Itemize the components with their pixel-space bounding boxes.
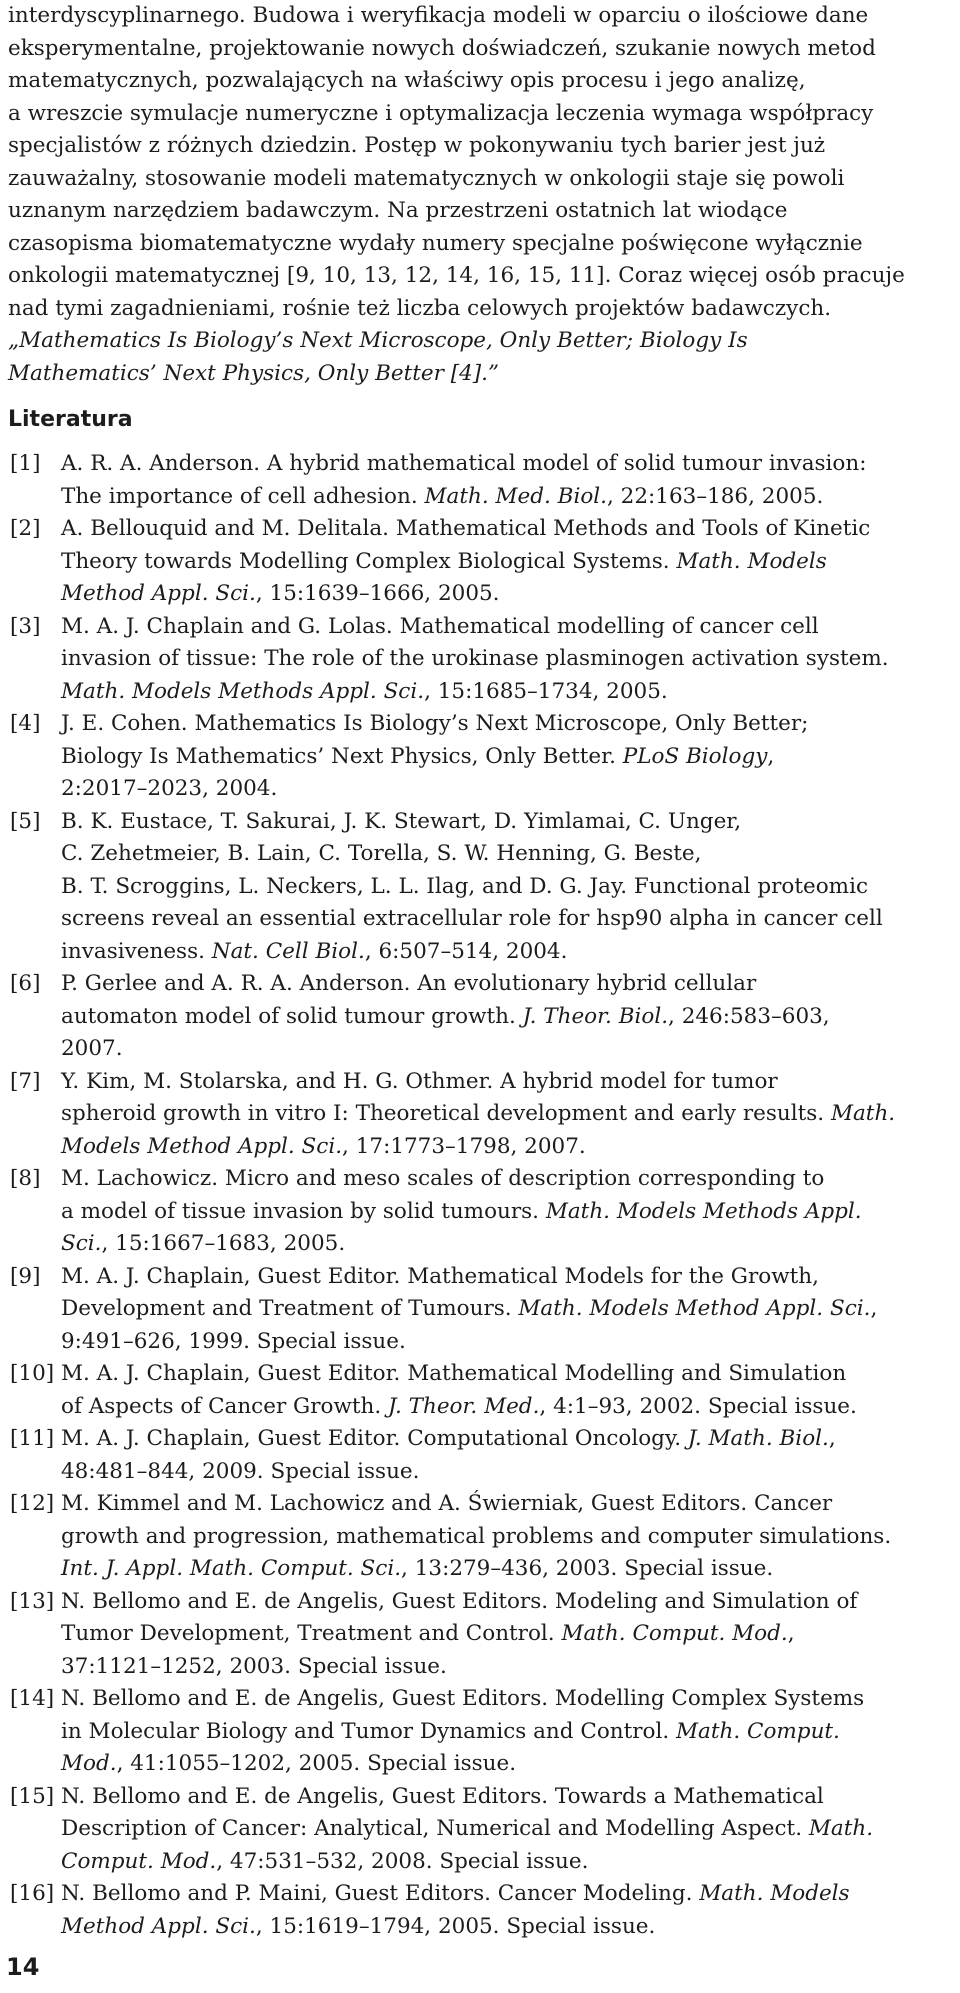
reference-text: , 47:531–532, 2008. Special issue. <box>216 1848 589 1874</box>
reference-text: Development and Treatment of Tumours. <box>61 1296 519 1321</box>
reference-line <box>61 1001 960 1034</box>
reference-journal: Math. Models <box>676 548 827 574</box>
reference-text: N. Bellomo and E. de Angelis, Guest Editors. Modelling Complex Systems <box>61 1686 865 1711</box>
reference-text: M. A. J. Chaplain and G. Lolas. Mathematical modelling of cancer cell <box>61 613 819 639</box>
reference-line <box>61 1098 960 1131</box>
reference-item <box>8 1488 960 1586</box>
reference-line <box>61 448 960 481</box>
reference-item <box>8 1878 960 1943</box>
paragraph-line: czasopisma biomatematyczne wydały numery specjalne poświęcone wyłącznie <box>8 230 863 256</box>
reference-line <box>61 903 960 936</box>
reference-line <box>61 1163 960 1196</box>
quote-line: „Mathematics Is Biology’s Next Microscope, Only Better; Biology Is <box>8 328 748 353</box>
reference-line <box>61 643 960 676</box>
reference-number: [9] <box>10 1263 41 1289</box>
reference-line <box>61 1488 960 1521</box>
reference-journal: Math. Models Method Appl. Sci. <box>518 1296 871 1321</box>
reference-item <box>8 448 960 513</box>
reference-line <box>61 1911 960 1944</box>
reference-number: [3] <box>10 613 41 639</box>
reference-line <box>61 1423 960 1456</box>
reference-line <box>61 1033 960 1066</box>
reference-line <box>61 1748 960 1781</box>
reference-line <box>61 546 960 579</box>
reference-text: The importance of cell adhesion. <box>61 483 425 509</box>
reference-number: [6] <box>10 971 41 996</box>
reference-journal: Math. Models Methods Appl. Sci. <box>61 678 425 704</box>
reference-journal: Math. <box>808 1816 874 1841</box>
reference-number: [14] <box>10 1686 55 1711</box>
reference-journal: J. Theor. Med. <box>388 1393 540 1419</box>
quote <box>8 325 960 390</box>
reference-text: 2007. <box>61 1036 123 1061</box>
reference-text: invasiveness. <box>61 938 212 964</box>
reference-text: A. Bellouquid and M. Delitala. Mathematical Methods and Tools of Kinetic <box>61 516 871 541</box>
paragraph-line: uznanym narzędziem badawczym. Na przestrzeni ostatnich lat wiodące <box>8 198 788 223</box>
reference-text: , 22:163–186, 2005. <box>607 483 824 509</box>
reference-line <box>61 1813 960 1846</box>
reference-item <box>8 1163 960 1261</box>
reference-line <box>61 1618 960 1651</box>
paragraph-line: matematycznych, pozwalających na właściwy opis procesu i jego analizę, <box>8 68 806 93</box>
reference-journal: J. Theor. Biol. <box>522 1003 669 1029</box>
reference-item <box>8 513 960 611</box>
reference-text: B. T. Scroggins, L. Neckers, L. L. Ilag, and D. G. Jay. Functional proteomic <box>61 873 868 899</box>
reference-line <box>61 1228 960 1261</box>
reference-journal: Math. <box>830 1101 896 1126</box>
reference-line <box>61 578 960 611</box>
reference-text: M. A. J. Chaplain, Guest Editor. Mathematical Modelling and Simulation <box>61 1361 847 1386</box>
reference-line <box>61 1391 960 1424</box>
reference-text: M. Lachowicz. Micro and meso scales of description corresponding to <box>61 1166 825 1191</box>
reference-journal: Models Method Appl. Sci. <box>61 1133 343 1159</box>
reference-journal: Comput. Mod. <box>61 1848 217 1874</box>
reference-line <box>61 676 960 709</box>
reference-text: , 246:583–603, <box>668 1003 830 1029</box>
paragraph-line: nad tymi zagadnieniami, rośnie też liczba celowych projektów badawczych. <box>8 295 832 321</box>
reference-text: Tumor Development, Treatment and Control. <box>61 1621 562 1646</box>
reference-text: A. R. A. Anderson. A hybrid mathematical model of solid tumour invasion: <box>61 451 867 476</box>
paragraph-line: specjalistów z różnych dziedzin. Postęp w pokonywaniu tych barier jest już <box>8 133 826 158</box>
reference-text: spheroid growth in vitro I: Theoretical development and early results. <box>61 1101 831 1126</box>
reference-journal: Math. Models <box>699 1881 850 1906</box>
page-number: 14 <box>6 1953 40 1981</box>
reference-item <box>8 1066 960 1164</box>
reference-text: N. Bellomo and E. de Angelis, Guest Editors. Towards a Mathematical <box>61 1783 824 1809</box>
reference-text: , 13:279–436, 2003. Special issue. <box>401 1556 774 1581</box>
reference-item <box>8 1781 960 1879</box>
reference-journal: Sci. <box>61 1231 102 1256</box>
reference-text: C. Zehetmeier, B. Lain, C. Torella, S. W. Henning, G. Beste, <box>61 841 702 866</box>
reference-text: , 15:1667–1683, 2005. <box>101 1231 346 1256</box>
reference-line <box>61 1293 960 1326</box>
reference-item <box>8 806 960 969</box>
reference-text: M. A. J. Chaplain, Guest Editor. Mathematical Models for the Growth, <box>61 1263 819 1289</box>
reference-number: [11] <box>10 1426 55 1451</box>
reference-line <box>61 481 960 514</box>
reference-text: Y. Kim, M. Stolarska, and H. G. Othmer. A hybrid model for tumor <box>61 1068 778 1094</box>
reference-text: of Aspects of Cancer Growth. <box>61 1393 389 1419</box>
reference-line <box>61 1326 960 1359</box>
reference-line <box>61 1683 960 1716</box>
reference-line <box>61 871 960 904</box>
reference-text: N. Bellomo and P. Maini, Guest Editors. Cancer Modeling. <box>61 1881 700 1906</box>
reference-text: M. A. J. Chaplain, Guest Editor. Computational Oncology. <box>61 1426 688 1451</box>
reference-text: 2:2017–2023, 2004. <box>61 776 278 801</box>
reference-text: , <box>828 1426 836 1451</box>
reference-journal: Method Appl. Sci. <box>61 581 256 606</box>
reference-number: [10] <box>10 1361 55 1386</box>
reference-line <box>61 1261 960 1294</box>
reference-text: , 15:1685–1734, 2005. <box>424 678 668 704</box>
reference-journal: Nat. Cell Biol. <box>211 938 365 964</box>
reference-journal: Math. Med. Biol. <box>424 483 608 509</box>
reference-line <box>61 1586 960 1619</box>
reference-journal: Math. Comput. <box>676 1718 840 1744</box>
reference-line <box>61 1521 960 1554</box>
reference-number: [7] <box>10 1068 41 1094</box>
reference-line <box>61 936 960 969</box>
reference-line <box>61 1456 960 1489</box>
reference-number: [16] <box>10 1881 55 1906</box>
reference-item <box>8 1358 960 1423</box>
reference-line <box>61 1878 960 1911</box>
reference-line <box>61 968 960 1001</box>
reference-text: Theory towards Modelling Complex Biological Systems. <box>61 548 677 574</box>
reference-line <box>61 1781 960 1814</box>
reference-line <box>61 1131 960 1164</box>
reference-journal: Mod. <box>61 1751 117 1776</box>
reference-text: , 6:507–514, 2004. <box>364 938 568 964</box>
reference-text: , <box>787 1621 795 1646</box>
reference-line <box>61 838 960 871</box>
paragraph-line: a wreszcie symulacje numeryczne i optymalizacja leczenia wymaga współpracy <box>8 100 874 126</box>
body-paragraph <box>8 0 960 390</box>
reference-number: [13] <box>10 1588 55 1614</box>
reference-text: , <box>870 1296 878 1321</box>
reference-line <box>61 1066 960 1099</box>
reference-text: 48:481–844, 2009. Special issue. <box>61 1458 420 1484</box>
reference-number: [2] <box>10 516 41 541</box>
reference-text: Biology Is Mathematics’ Next Physics, Only Better. <box>61 743 623 769</box>
reference-line <box>61 1651 960 1684</box>
reference-line <box>61 1553 960 1586</box>
reference-text: a model of tissue invasion by solid tumours. <box>61 1198 546 1224</box>
reference-line <box>61 806 960 839</box>
reference-number: [1] <box>10 451 41 476</box>
reference-text: P. Gerlee and A. R. A. Anderson. An evolutionary hybrid cellular <box>61 971 757 996</box>
reference-text: M. Kimmel and M. Lachowicz and A. Świerniak, Guest Editors. Cancer <box>61 1491 833 1516</box>
reference-text: in Molecular Biology and Tumor Dynamics and Control. <box>61 1718 677 1744</box>
reference-text: 37:1121–1252, 2003. Special issue. <box>61 1653 447 1679</box>
paragraph-line: interdyscyplinarnego. Budowa i weryfikacja modeli w oparciu o ilościowe dane <box>8 3 869 28</box>
reference-journal: Method Appl. Sci. <box>61 1913 256 1939</box>
reference-item <box>8 968 960 1066</box>
reference-line <box>61 1716 960 1749</box>
reference-item <box>8 1423 960 1488</box>
paragraph-line: eksperymentalne, projektowanie nowych doświadczeń, szukanie nowych metod <box>8 35 876 61</box>
reference-text: growth and progression, mathematical problems and computer simulations. <box>61 1523 892 1549</box>
reference-number: [4] <box>10 711 41 736</box>
reference-journal: Int. J. Appl. Math. Comput. Sci. <box>61 1556 402 1581</box>
reference-item <box>8 1683 960 1781</box>
reference-text: , 15:1619–1794, 2005. Special issue. <box>255 1913 656 1939</box>
reference-text: automaton model of solid tumour growth. <box>61 1003 523 1029</box>
reference-text: J. E. Cohen. Mathematics Is Biology’s Next Microscope, Only Better; <box>61 711 809 736</box>
paragraph-line: zauważalny, stosowanie modeli matematycznych w onkologii staje się powoli <box>8 165 845 191</box>
reference-text: , 17:1773–1798, 2007. <box>342 1133 586 1159</box>
section-heading: Literatura <box>8 407 133 432</box>
reference-line <box>61 773 960 806</box>
reference-journal: Math. Comput. Mod. <box>561 1621 788 1646</box>
reference-text: 9:491–626, 1999. Special issue. <box>61 1328 406 1354</box>
reference-journal: J. Math. Biol. <box>687 1426 829 1451</box>
reference-item <box>8 708 960 806</box>
page-content <box>8 0 960 1943</box>
reference-number: [15] <box>10 1783 55 1809</box>
reference-text: , 15:1639–1666, 2005. <box>255 581 500 606</box>
reference-item <box>8 611 960 709</box>
reference-text: , 41:1055–1202, 2005. Special issue. <box>116 1751 517 1776</box>
reference-text: invasion of tissue: The role of the urokinase plasminogen activation system. <box>61 646 889 671</box>
reference-journal: Math. Models Methods Appl. <box>545 1198 862 1224</box>
reference-text: N. Bellomo and E. de Angelis, Guest Editors. Modeling and Simulation of <box>61 1588 858 1614</box>
reference-text: screens reveal an essential extracellular role for hsp90 alpha in cancer cell <box>61 906 883 931</box>
reference-line <box>61 1358 960 1391</box>
reference-line <box>61 513 960 546</box>
reference-list <box>8 448 960 1943</box>
reference-text: , 4:1–93, 2002. Special issue. <box>539 1393 857 1419</box>
reference-item <box>8 1261 960 1359</box>
reference-number: [5] <box>10 808 41 834</box>
reference-number: [12] <box>10 1491 55 1516</box>
reference-line <box>61 741 960 774</box>
reference-line <box>61 1846 960 1879</box>
reference-number: [8] <box>10 1166 41 1191</box>
reference-text: , <box>767 743 775 769</box>
paragraph-line: onkologii matematycznej [9, 10, 13, 12, 14, 16, 15, 11]. Coraz więcej osób pracuje <box>8 263 905 288</box>
quote-line: Mathematics’ Next Physics, Only Better [4].” <box>8 360 500 386</box>
paragraph-lines <box>8 0 960 325</box>
reference-journal: PLoS Biology <box>622 743 768 769</box>
reference-text: B. K. Eustace, T. Sakurai, J. K. Stewart, D. Yimlamai, C. Unger, <box>61 808 742 834</box>
reference-line <box>61 708 960 741</box>
reference-line <box>61 611 960 644</box>
reference-text: Description of Cancer: Analytical, Numerical and Modelling Aspect. <box>61 1816 809 1841</box>
reference-item <box>8 1586 960 1684</box>
reference-line <box>61 1196 960 1229</box>
